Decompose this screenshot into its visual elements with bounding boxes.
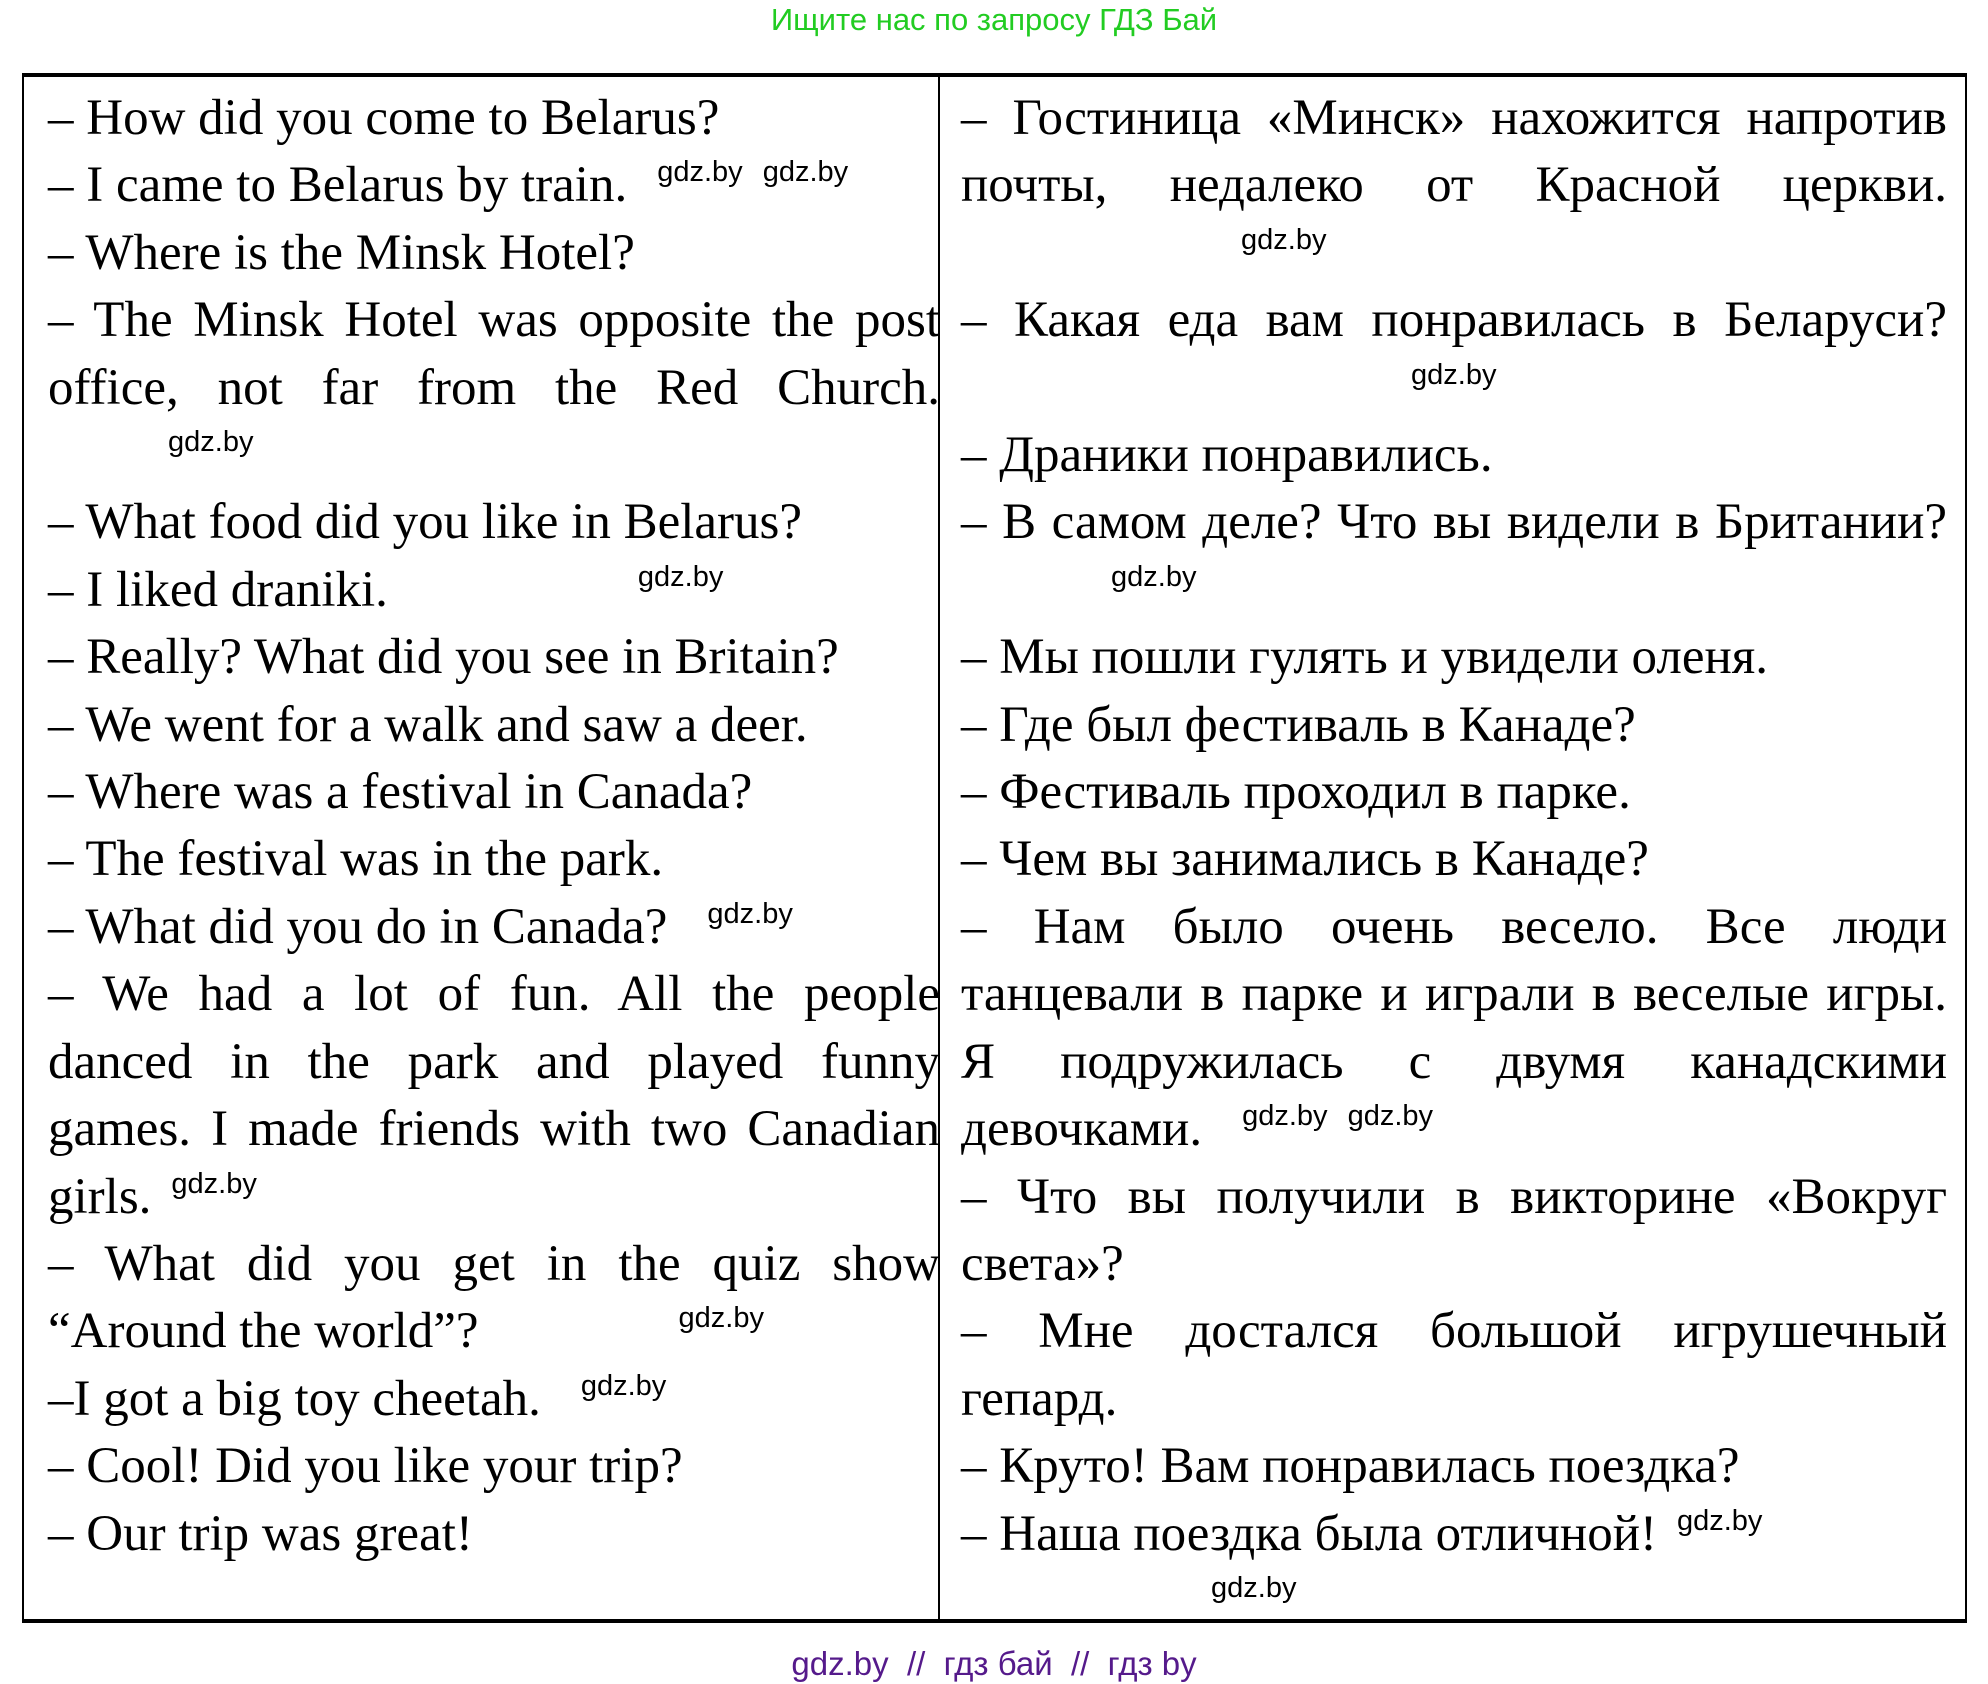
russian-line — [961, 489, 1947, 624]
russian-line-text: – Фестиваль проходил в парке. — [961, 764, 1631, 821]
english-line-text: – Where is the Minsk Hotel? — [48, 224, 635, 281]
english-line — [48, 894, 940, 961]
watermark: gdz.by — [171, 1167, 257, 1200]
russian-line — [961, 1164, 1947, 1299]
english-line-text: – I liked draniki. — [48, 561, 388, 618]
russian-line-text: – В самом деле? Что вы видели в Британии? — [961, 494, 1947, 551]
english-line-text: – We had a lot of fun. All the people danced in the park and played funny games. I made friends with two Canadian girls. — [48, 966, 940, 1225]
english-line — [48, 826, 940, 893]
english-line-text: – What food did you like in Belarus? — [48, 494, 802, 551]
russian-line-text: – Круто! Вам понравилась поездка? — [961, 1438, 1740, 1495]
russian-line — [961, 1433, 1947, 1500]
russian-line — [961, 759, 1947, 826]
english-column — [48, 85, 940, 1568]
english-line — [48, 220, 940, 287]
watermark: gdz.by — [580, 1369, 667, 1402]
russian-line-text: – Чем вы занимались в Канаде? — [961, 831, 1649, 888]
footer-links: gdz.by // гдз бай // гдз by — [791, 1645, 1197, 1682]
english-line-text: – Cool! Did you like your trip? — [48, 1438, 683, 1495]
russian-line — [961, 85, 1947, 287]
watermark: gdz.by — [657, 156, 743, 189]
russian-line-text: – Мне достался большой игрушечный гепард. — [961, 1303, 1947, 1427]
watermark: gdz.by — [168, 426, 254, 459]
russian-line — [961, 894, 1947, 1164]
watermark: gdz.by — [762, 156, 849, 189]
russian-line-text: – Где был фестиваль в Канаде? — [961, 696, 1636, 753]
watermark: gdz.by — [678, 1302, 764, 1335]
english-line — [48, 624, 940, 691]
watermark: gdz.by — [637, 560, 724, 593]
watermark: gdz.by — [1411, 358, 1497, 391]
english-line-text: – What did you do in Canada? — [48, 898, 668, 955]
russian-line — [961, 422, 1947, 489]
watermark: gdz.by — [707, 897, 793, 930]
watermark: gdz.by — [1111, 560, 1197, 593]
watermark: gdz.by — [1241, 223, 1327, 256]
english-line — [48, 1433, 940, 1500]
russian-line — [961, 692, 1947, 759]
english-line-text: – Our trip was great! — [48, 1505, 473, 1562]
english-line-text: – We went for a walk and saw a deer. — [48, 696, 808, 753]
watermark: gdz.by — [1347, 1100, 1434, 1133]
english-line-text: – Really? What did you see in Britain? — [48, 629, 839, 686]
russian-line — [961, 1501, 1947, 1568]
english-line-text: – Where was a festival in Canada? — [48, 764, 753, 821]
russian-column — [961, 85, 1947, 1618]
english-line — [48, 692, 940, 759]
russian-line-text: – Драники понравились. — [961, 427, 1493, 484]
russian-line-text: – Мы пошли гулять и увидели оленя. — [961, 629, 1768, 686]
russian-line-text: – Что вы получили в викторине «Вокруг света»? — [961, 1168, 1947, 1292]
english-line-text: –I got a big toy cheetah. — [48, 1370, 541, 1427]
watermark-row — [961, 1568, 1947, 1618]
english-line-text: – What did you get in the quiz show “Around the world”? — [48, 1235, 940, 1360]
search-hint-banner: Ищите нас по запросу ГДЗ Бай — [770, 2, 1218, 37]
english-line — [48, 1366, 940, 1433]
russian-line — [961, 1298, 1947, 1433]
english-line — [48, 489, 940, 556]
russian-line-text: – Гостиница «Минск» нахожится напротив почты, недалеко от Красной церкви. — [961, 90, 1947, 214]
english-line-text: – I came to Belarus by train. — [48, 157, 628, 214]
english-line — [48, 961, 940, 1231]
russian-line — [961, 287, 1947, 422]
watermark: gdz.by — [1211, 1571, 1297, 1604]
russian-line-text: – Нам было очень весело. Все люди танцевали в парке и играли в веселые игры. Я подружилась с двумя канадскими девочками. — [961, 898, 1947, 1158]
watermark: gdz.by — [1242, 1100, 1328, 1133]
english-line — [48, 85, 940, 152]
translation-table — [22, 73, 1967, 1623]
russian-line — [961, 624, 1947, 691]
russian-line — [961, 826, 1947, 893]
english-line — [48, 557, 940, 624]
english-line-text: – The Minsk Hotel was opposite the post office, not far from the Red Church. — [48, 292, 940, 416]
english-line-text: – The festival was in the park. — [48, 831, 664, 888]
english-line — [48, 287, 940, 489]
english-line — [48, 1231, 940, 1366]
english-line-text: – How did you come to Belarus? — [48, 90, 720, 146]
russian-line-text: – Наша поездка была отличной! — [961, 1505, 1657, 1562]
watermark: gdz.by — [1676, 1504, 1763, 1537]
english-line — [48, 1501, 940, 1568]
russian-line-text: – Какая еда вам понравилась в Беларуси? — [961, 292, 1947, 349]
english-line — [48, 152, 940, 219]
english-line — [48, 759, 940, 826]
